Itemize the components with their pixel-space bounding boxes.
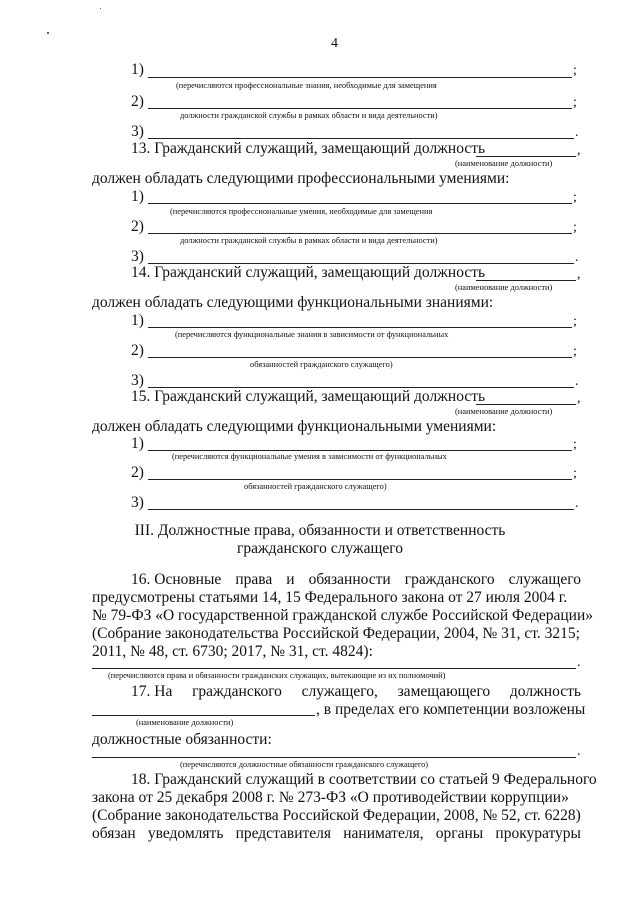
paragraph-16-line: 2011, № 48, ст. 6730; 2017, № 31, ст. 4824): (92, 643, 373, 660)
word: замещающего (397, 683, 491, 700)
fill-line (92, 757, 576, 758)
fill-line (148, 233, 572, 234)
field-caption: должности гражданской службы в рамках области и вида деятельности) (180, 111, 438, 120)
line-end: ; (573, 220, 577, 235)
position-fill-line (476, 156, 576, 157)
paragraph-16-line: № 79-ФЗ «О государственной гражданской службе Российской Федерации» (92, 607, 593, 624)
paragraph-15-title: 15. Гражданский служащий, замещающий должность (131, 388, 486, 405)
line-end: , (577, 143, 581, 158)
field-caption: обязанностей гражданского служащего) (250, 360, 393, 369)
fill-line (148, 203, 572, 204)
word: гражданского (404, 571, 495, 588)
paragraph-13-lead: должен обладать следующими профессиональными умениями: (92, 170, 510, 187)
list-item-marker: 3) (131, 494, 144, 511)
paragraph-15-lead: должен обладать следующими функциональными умениями: (92, 418, 497, 435)
fill-line (148, 108, 572, 109)
field-caption: обязанностей гражданского служащего) (244, 482, 387, 491)
word: 17. На (131, 683, 173, 700)
paragraph-18-line: закона от 25 декабря 2008 г. № 273-ФЗ «О противодействии коррупции» (92, 789, 569, 806)
field-caption: (наименование должности) (455, 407, 553, 416)
list-item-marker: 1) (131, 435, 144, 452)
scan-speck (100, 8, 101, 9)
word: уведомлять (147, 825, 224, 842)
paragraph-16-line: (Собрание законодательства Российской Федерации, 2004, № 31, ст. 3215; (92, 625, 580, 642)
paragraph-13-title: 13. Гражданский служащий, замещающий должность (131, 140, 486, 157)
position-fill-line (92, 715, 315, 716)
paragraph-17-line (131, 683, 581, 701)
field-caption: (перечисляются функциональные умения в зависимости от функциональных (172, 452, 447, 461)
paragraph-17-line: , в пределах его компетенции возложены (316, 701, 586, 718)
list-item-marker: 1) (131, 188, 144, 205)
list-item-marker: 1) (131, 312, 144, 329)
fill-line (148, 138, 574, 139)
paragraph-18-line: 18. Гражданский служащий в соответствии со статьей 9 Федерального (131, 771, 597, 788)
line-end: ; (573, 63, 577, 78)
word: 16. Основные (131, 571, 222, 588)
word: гражданского (192, 683, 282, 700)
word: и (286, 571, 295, 588)
list-item-marker: 2) (131, 464, 144, 481)
fill-line (148, 327, 572, 328)
field-caption: (перечисляются профессиональные умения, необходимые для замещения (170, 207, 433, 216)
line-end: , (577, 391, 581, 406)
paragraph-16-line: предусмотрены статьями 14, 15 Федерального закона от 27 июля 2004 г. (92, 589, 568, 606)
position-fill-line (476, 280, 576, 281)
list-item-marker: 2) (131, 93, 144, 110)
line-end: ; (573, 95, 577, 110)
paragraph-14-lead: должен обладать следующими функциональными знаниями: (92, 294, 494, 311)
field-caption: (перечисляются профессиональные знания, необходимые для замещения (176, 81, 437, 90)
section-heading: III. Должностные права, обязанности и ответственность (134, 522, 506, 539)
fill-line (92, 668, 576, 669)
list-item-marker: 2) (131, 342, 144, 359)
word: нанимателя, (343, 825, 424, 842)
field-caption: (перечисляются должностные обязанности гражданского служащего) (180, 760, 429, 769)
list-item-marker: 2) (131, 218, 144, 235)
position-fill-line (476, 404, 576, 405)
line-end: . (577, 655, 581, 670)
word: права (235, 571, 273, 588)
field-caption: (перечисляются функциональные знания в зависимости от функциональных (175, 330, 449, 339)
list-item-marker: 3) (131, 123, 144, 140)
fill-line (148, 450, 572, 451)
field-caption: (перечисляются права и обязанности гражданских служащих, вытекающие из их полномочий) (108, 671, 446, 680)
list-item-marker: 3) (131, 372, 144, 389)
line-end: . (575, 250, 579, 265)
line-end: . (577, 744, 581, 759)
word: органы (435, 825, 484, 842)
list-item-marker: 3) (131, 248, 144, 265)
fill-line (148, 77, 572, 78)
field-caption: (наименование должности) (455, 283, 553, 292)
line-end: . (575, 125, 579, 140)
word: обязан (92, 825, 136, 842)
paragraph-14-title: 14. Гражданский служащий, замещающий должность (131, 264, 486, 281)
word: должность (509, 683, 581, 700)
word: служащего, (301, 683, 378, 700)
page-number: 4 (331, 36, 338, 51)
line-end: ; (573, 437, 577, 452)
section-heading-continued: гражданского служащего (236, 540, 403, 557)
word: представителя (235, 825, 332, 842)
scan-speck (47, 32, 49, 34)
fill-line (148, 357, 572, 358)
line-end: ; (573, 466, 577, 481)
word: обязанности (308, 571, 391, 588)
line-end: . (575, 496, 579, 511)
line-end: ; (573, 314, 577, 329)
field-caption: (наименование должности) (455, 159, 553, 168)
field-caption: должности гражданской службы в рамках области и вида деятельности) (180, 236, 438, 245)
line-end: , (577, 267, 581, 282)
fill-line (148, 509, 574, 510)
paragraph-17-line: должностные обязанности: (92, 731, 272, 748)
word: служащего (508, 571, 581, 588)
paragraph-16-line (131, 571, 581, 589)
paragraph-18-line (92, 825, 581, 843)
field-caption: (наименование должности) (136, 718, 234, 727)
list-item-marker: 1) (131, 61, 144, 78)
word: прокуратуры (495, 825, 581, 842)
fill-line (148, 479, 572, 480)
line-end: . (575, 374, 579, 389)
line-end: ; (573, 190, 577, 205)
line-end: ; (573, 344, 577, 359)
paragraph-18-line: (Собрание законодательства Российской Федерации, 2008, № 52, ст. 6228) (92, 807, 581, 824)
